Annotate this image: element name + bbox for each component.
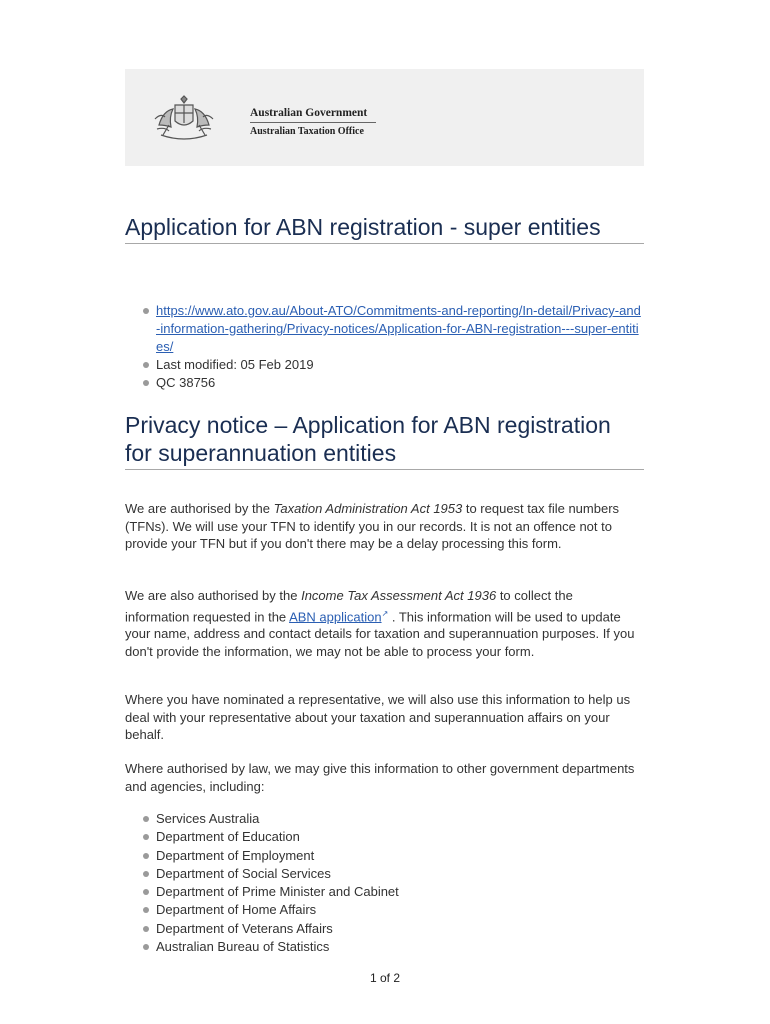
act-name: Taxation Administration Act 1953: [273, 501, 463, 516]
source-url-link[interactable]: https://www.ato.gov.au/About-ATO/Commitments-and-reporting/In-detail/Privacy-and-information-gathering/Privacy-notices/Application-for-ABN-registration---super-entities/: [156, 303, 641, 354]
page-number: 1 of 2: [369, 971, 401, 985]
list-item: Department of Social Services: [143, 865, 643, 883]
abn-application-link[interactable]: ABN application: [289, 608, 382, 624]
list-item: Department of Prime Minister and Cabinet: [143, 883, 643, 901]
logo-ato-text: Australian Taxation Office: [250, 126, 364, 137]
list-item-qc: QC 38756: [143, 374, 643, 392]
section-title: Privacy notice – Application for ABN registration for superannuation entities: [125, 411, 644, 470]
paragraph-disclosure: Where authorised by law, we may give this information to other government departments and agencies, including:: [125, 761, 635, 794]
text: to collect the information requested in the: [125, 588, 573, 624]
ato-logo: [153, 95, 368, 141]
list-item-last-modified: Last modified: 05 Feb 2019: [143, 356, 643, 374]
text: We are also authorised by the: [125, 588, 302, 603]
external-link-icon: ↗: [381, 608, 389, 618]
agency-list: [143, 810, 643, 956]
list-item: Australian Bureau of Statistics: [143, 938, 643, 956]
logo-government-text: Australian Government: [250, 107, 368, 119]
text: We are authorised by the: [125, 501, 274, 516]
paragraph-tfn: [125, 500, 635, 553]
list-item: Department of Home Affairs: [143, 901, 643, 919]
text: to request tax file numbers (TFNs). We will use your TFN to identify you in our records. It is not an offence not to provide your TFN but if you don't there may be a delay processing this form.: [125, 501, 620, 551]
header-banner: [125, 69, 644, 166]
list-item: Department of Veterans Affairs: [143, 920, 643, 938]
list-item: Department of Education: [143, 828, 643, 846]
act-name: Income Tax Assessment Act 1936: [301, 588, 497, 603]
list-item: [143, 302, 643, 356]
coat-of-arms-icon: [153, 95, 219, 141]
paragraph-representative: Where you have nominated a representative, we will also use this information to help us deal with your representative about your taxation and superannuation affairs on your behalf.: [125, 692, 631, 742]
paragraph-collection: [125, 587, 635, 660]
list-item: Department of Employment: [143, 847, 643, 865]
logo-divider: [250, 122, 376, 123]
page-title: Application for ABN registration - super entities: [125, 214, 644, 244]
text: . This information will be used to update your name, address and contact details for taxation and superannuation purposes. If you don't provide the information, we may not be able to process your form.: [125, 608, 635, 659]
list-item: Services Australia: [143, 810, 643, 828]
meta-list: [143, 302, 643, 392]
